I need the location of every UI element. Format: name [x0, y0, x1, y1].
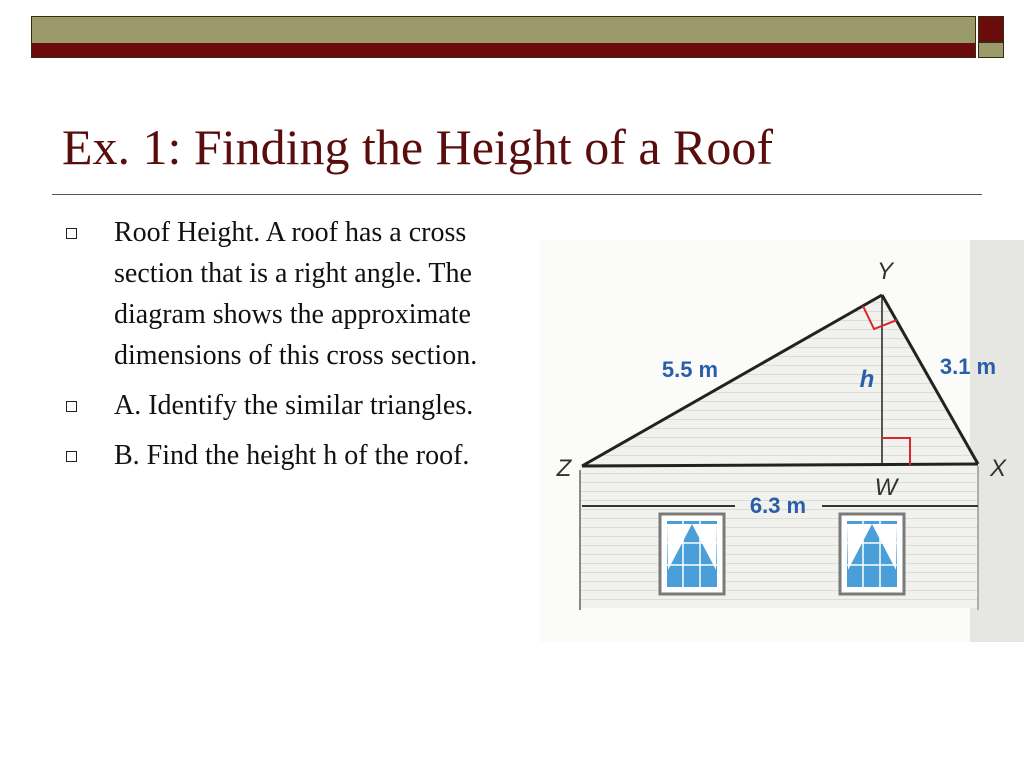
bullet-list: [62, 212, 492, 485]
side-label-yx: 3.1 m: [939, 354, 997, 379]
height-label-h: h: [859, 366, 875, 393]
bullet-text-2: A. Identify the similar triangles.: [114, 390, 474, 421]
header-bar: [31, 16, 976, 58]
side-label-zy: 5.5 m: [661, 357, 719, 382]
bullet-item-1: [62, 212, 492, 376]
bullet-text-1: Roof Height. A roof has a cross section that is a right angle. The diagram shows the approximate dimensions of this cross section.: [114, 217, 478, 371]
roof-diagram: [540, 240, 1024, 642]
square-bullet-icon: [66, 401, 77, 412]
side-label-zx: 6.3 m: [749, 493, 807, 518]
vertex-label-x: X: [989, 455, 1007, 482]
header-maroon-band: [32, 43, 975, 57]
window-right: [840, 514, 904, 594]
house-wall: [580, 466, 978, 608]
vertex-label-y: Y: [876, 258, 894, 285]
roof-diagram-svg: [540, 240, 1024, 642]
vertex-label-w: W: [874, 474, 898, 501]
side-zx: [582, 464, 978, 466]
header-olive-band: [32, 17, 975, 43]
title-divider: [52, 194, 982, 195]
bullet-item-3: [62, 435, 492, 476]
vertex-label-z: Z: [556, 455, 572, 482]
square-bullet-icon: [66, 451, 77, 462]
bullet-item-2: [62, 385, 492, 426]
bullet-text-3: B. Find the height h of the roof.: [114, 440, 470, 471]
window-left: [660, 514, 724, 594]
square-bullet-icon: [66, 228, 77, 239]
slide-title: Ex. 1: Finding the Height of a Roof: [62, 119, 774, 175]
corner-square-maroon: [978, 16, 1004, 42]
corner-square-olive: [978, 42, 1004, 58]
